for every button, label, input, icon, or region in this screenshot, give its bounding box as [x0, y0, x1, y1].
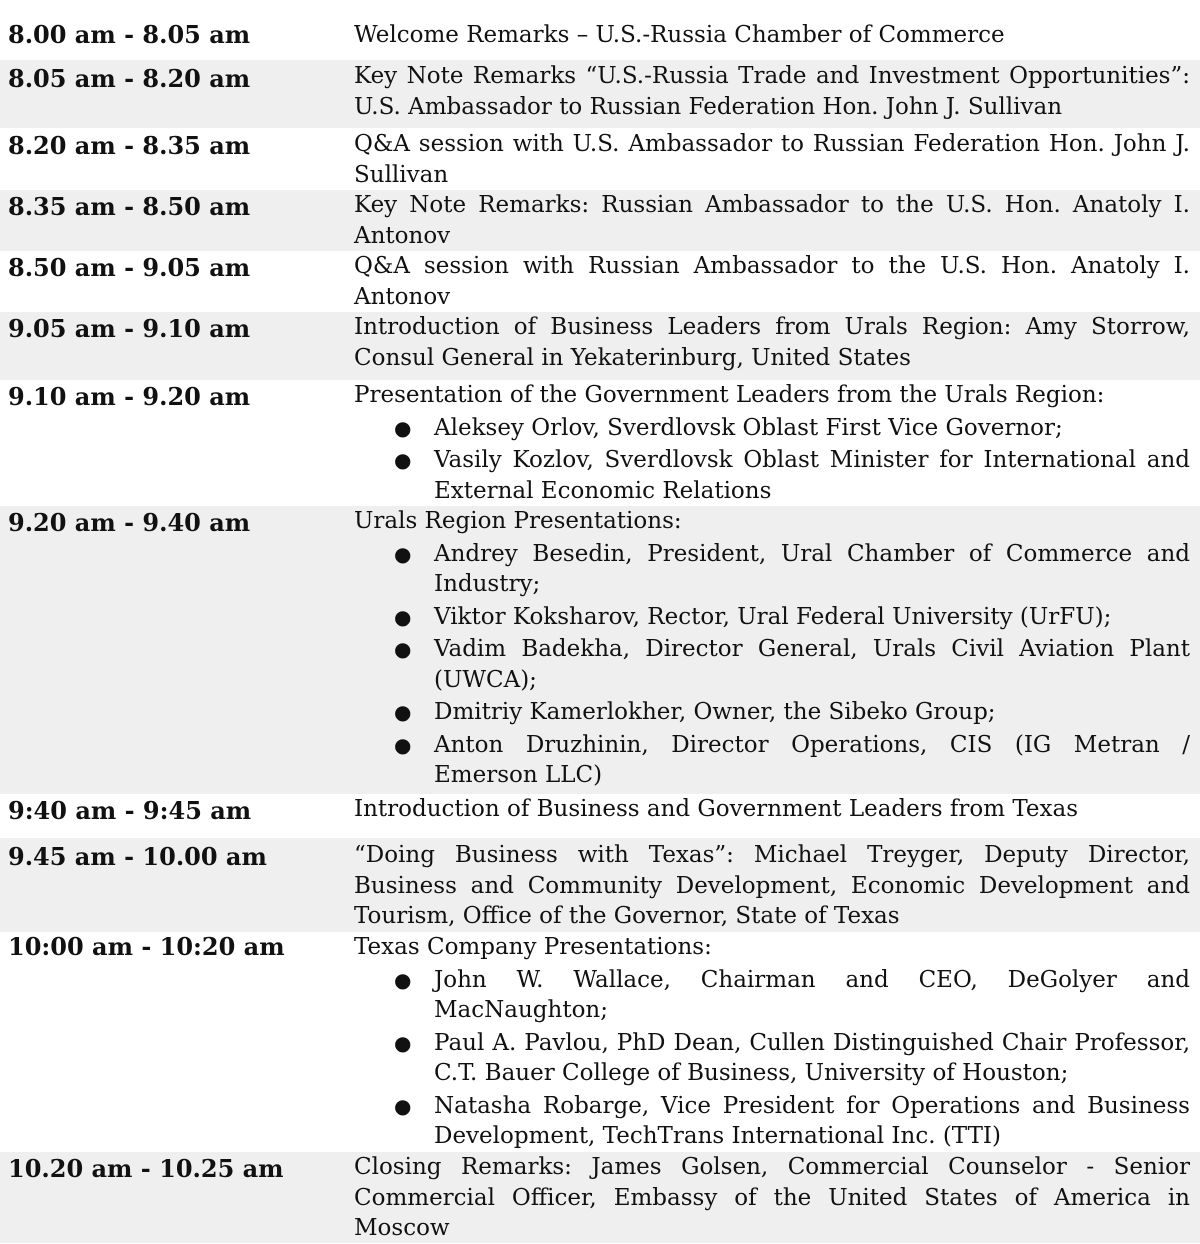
description-cell: Q&A session with Russian Ambassador to the U.S. Hon. Anatoly I. Antonov [354, 253, 1190, 310]
bullet-icon: ● [394, 1093, 412, 1118]
description-text: Urals Region Presentations: [354, 508, 682, 534]
list-item: ● Viktor Koksharov, Rector, Ural Federal University (UrFU); [354, 602, 1190, 633]
bullet-icon: ● [394, 415, 412, 440]
description-text: Texas Company Presentations: [354, 934, 712, 960]
description-cell [354, 932, 1190, 1152]
list-item: ● Dmitriy Kamerlokher, Owner, the Sibeko Group; [354, 697, 1190, 728]
agenda-row [0, 128, 1200, 190]
list-item: ● Anton Druzhinin, Director Operations, CIS (IG Metran / Emerson LLC) [394, 731, 1190, 788]
time-cell: 8.50 am - 9.05 am [8, 253, 251, 282]
list-item: ● Vadim Badekha, Director General, Urals Civil Aviation Plant (UWCA); [394, 636, 1190, 693]
time-cell: 8.35 am - 8.50 am [8, 192, 251, 221]
agenda-row [0, 380, 1200, 506]
bullet-icon: ● [394, 448, 412, 472]
description-cell: Key Note Remarks: Russian Ambassador to the U.S. Hon. Anatoly I. Antonov [354, 192, 1190, 249]
time-cell: 10.20 am - 10.25 am [8, 1154, 284, 1183]
bullet-icon: ● [394, 732, 412, 757]
time-cell: 9.10 am - 9.20 am [8, 382, 251, 411]
time-cell: 8.20 am - 8.35 am [8, 131, 251, 160]
bullet-list [354, 539, 1190, 791]
agenda-row [0, 794, 1200, 838]
description-text: Presentation of the Government Leaders from the Urals Region: [354, 382, 1105, 408]
agenda-row [0, 60, 1200, 128]
list-item: ● Paul A. Pavlou, PhD Dean, Cullen Distinguished Chair Professor, C.T. Bauer College of Business, University of Houston; [394, 1029, 1190, 1086]
bullet-icon: ● [394, 1030, 412, 1055]
bullet-icon: ● [394, 700, 412, 724]
agenda-row [0, 1152, 1200, 1243]
bullet-icon: ● [394, 967, 412, 992]
time-cell: 8.05 am - 8.20 am [8, 64, 251, 93]
list-item: ● Aleksey Orlov, Sverdlovsk Oblast First Vice Governor; [354, 413, 1190, 444]
time-cell: 8.00 am - 8.05 am [8, 20, 251, 49]
bullet-list [354, 413, 1190, 507]
list-item: ● Natasha Robarge, Vice President for Operations and Business Development, TechTrans International Inc. (TTI) [394, 1092, 1190, 1149]
description-cell [354, 380, 1190, 506]
agenda-row [0, 838, 1200, 932]
list-item: ● Andrey Besedin, President, Ural Chamber of Commerce and Industry; [394, 540, 1190, 597]
bullet-icon: ● [394, 604, 412, 629]
time-cell: 9:40 am - 9:45 am [8, 796, 252, 825]
description-cell: Closing Remarks: James Golsen, Commercial Counselor - Senior Commercial Officer, Embassy of the United States of America in Moscow [354, 1154, 1190, 1241]
description-cell: Introduction of Business Leaders from Urals Region: Amy Storrow, Consul General in Yekaterinburg, United States [354, 314, 1190, 371]
time-cell: 10:00 am - 10:20 am [8, 932, 285, 961]
bullet-icon: ● [394, 637, 412, 661]
agenda-row [0, 506, 1200, 794]
agenda-row [0, 0, 1200, 60]
description-cell: Key Note Remarks “U.S.-Russia Trade and Investment Opportunities”: U.S. Ambassador to Russian Federation Hon. John J. Sullivan [354, 63, 1190, 120]
time-cell: 9.05 am - 9.10 am [8, 314, 251, 343]
agenda-row [0, 251, 1200, 312]
list-item: ● John W. Wallace, Chairman and CEO, DeGolyer and MacNaughton; [394, 966, 1190, 1023]
description-cell: Q&A session with U.S. Ambassador to Russian Federation Hon. John J. Sullivan [354, 131, 1190, 188]
bullet-icon: ● [394, 541, 412, 566]
time-cell: 9.45 am - 10.00 am [8, 842, 267, 871]
description-cell [354, 506, 1190, 791]
description-cell: “Doing Business with Texas”: Michael Treyger, Deputy Director, Business and Community Development, Economic Development and Tourism, Office of the Governor, State of Texas [354, 842, 1190, 929]
agenda-row [0, 190, 1200, 251]
description-cell: Introduction of Business and Government Leaders from Texas [354, 796, 1079, 822]
list-item: ● Vasily Kozlov, Sverdlovsk Oblast Minister for International and External Economic Relations [394, 447, 1190, 504]
agenda-row [0, 932, 1200, 1152]
bullet-list [354, 965, 1190, 1152]
agenda-row [0, 312, 1200, 380]
time-cell: 9.20 am - 9.40 am [8, 508, 251, 537]
description-cell: Welcome Remarks – U.S.-Russia Chamber of Commerce [354, 22, 1005, 48]
